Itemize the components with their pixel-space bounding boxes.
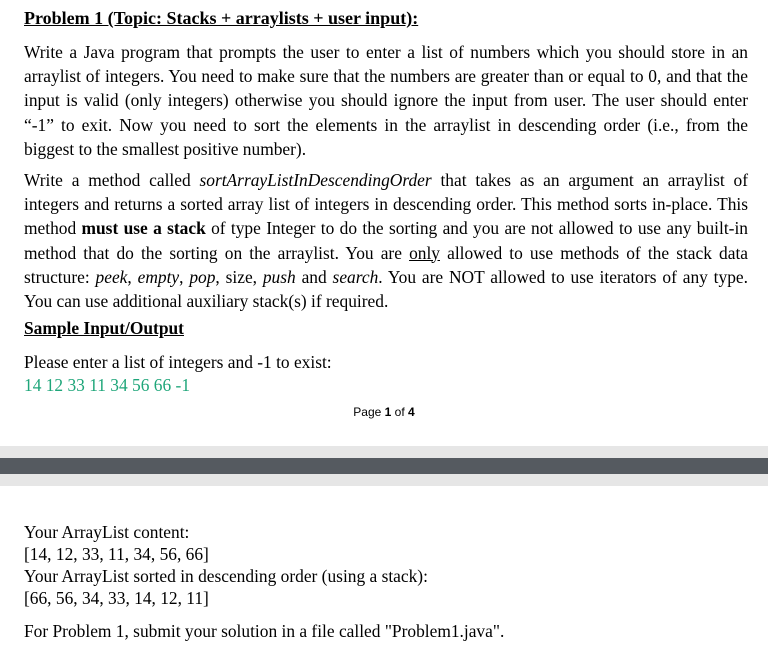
footer-of-word: of [394,405,405,419]
para-text: allowed to use methods of the stack data structure: [24,242,748,287]
method-description-paragraph [24,168,748,313]
only-emphasis: only [409,242,440,263]
sample-io-heading: Sample Input/Output [24,318,184,338]
method-name: sortArrayListInDescendingOrder [199,170,432,190]
problem-description-paragraph: Write a Java program that prompts the user to enter a list of numbers which you should store in an arraylist of integers. You need to make sure that the numbers are greater than or equal to 0, and that the input is valid (only integers) otherwise you should ignore the input from user. The user should enter “-1” to exit. Now you need to sort the elements in the arraylist in descending order (i.e., from the biggest to the smallest positive number). [24,42,748,159]
problem-heading: Problem 1 (Topic: Stacks + arraylists + user input): [24,8,419,28]
output-line-sorted-label: Your ArrayList sorted in descending order (using a stack): [24,566,428,586]
output-line-content-list: [14, 12, 33, 11, 34, 56, 66] [24,544,209,564]
footer-page-word: Page [353,405,382,419]
method-pop: pop [189,266,216,287]
para-text: and [295,266,333,287]
para-text: , [127,266,138,287]
para-text: Write a method called [24,170,200,190]
para-text: that takes as an argument an arraylist of integers and returns a sorted array list of integers in descending order. This method sorts in-place. This method [24,170,748,239]
submission-instruction: For Problem 1, submit your solution in a file called "Problem1.java". [24,621,505,641]
method-peek: peek [95,266,128,287]
para-text: , [179,266,190,287]
para-text: , size, [215,266,263,287]
must-use-stack-emphasis: must use a stack [81,218,206,239]
page-separator [0,446,768,486]
method-search: search [332,266,379,287]
footer-total-pages: 4 [408,405,415,419]
sample-prompt-line: Please enter a list of integers and -1 to exist: [24,352,332,372]
method-push: push [262,266,296,287]
footer-page-num: 1 [384,405,392,419]
para-text: . You are NOT allowed to use iterators of any type. You can use additional auxiliary stack(s) if required. [24,266,748,312]
method-empty: empty [137,266,180,287]
para-text: of type Integer to do the sorting and you are not allowed to use any built-in method that do the sorting on the arraylist. You are [24,218,748,263]
sample-input-line: 14 12 33 11 34 56 66 -1 [24,375,191,395]
output-line-content-label: Your ArrayList content: [24,522,190,542]
page-number-footer [0,404,768,420]
page-separator-bar [0,458,768,474]
output-line-sorted-list: [66, 56, 34, 33, 14, 12, 11] [24,588,209,608]
